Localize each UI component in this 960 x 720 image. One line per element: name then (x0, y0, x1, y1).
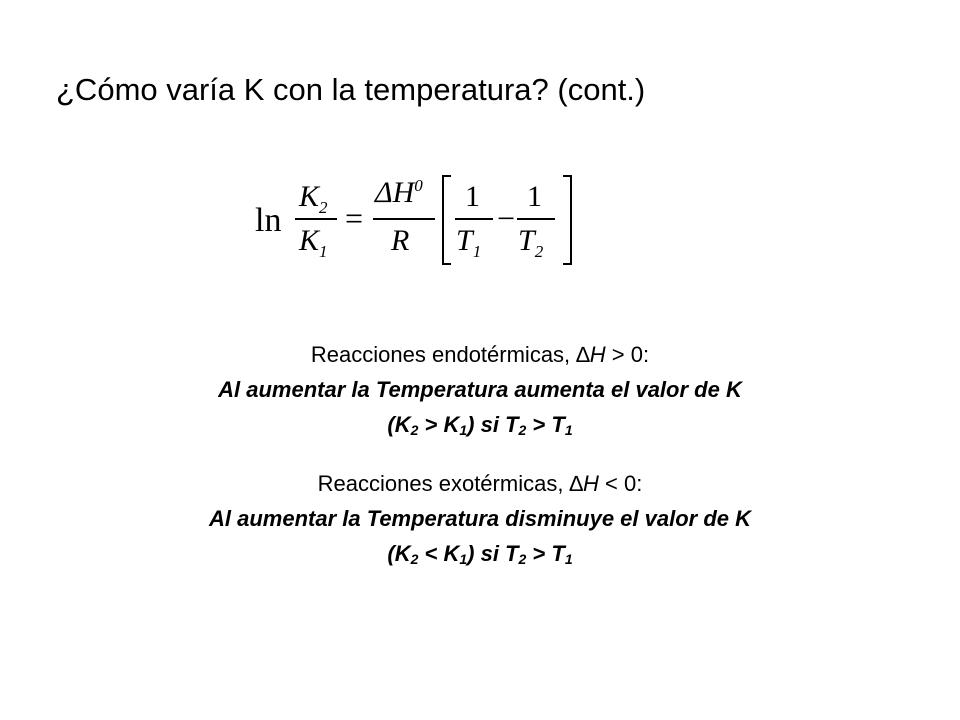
exothermic-block (0, 466, 960, 577)
fraction-bar-t1 (455, 218, 493, 220)
left-bracket (439, 174, 455, 266)
t2-denominator: $T_2$ (518, 224, 544, 261)
exothermic-rule: Al aumentar la Temperatura disminuye el valor de K (208, 506, 752, 531)
exothermic-heading: Reacciones exotérmicas, ∆H < 0: (317, 471, 643, 496)
fraction-bar-k (295, 218, 337, 220)
endothermic-heading: Reacciones endotérmicas, ∆H > 0: (310, 342, 650, 367)
k2-numerator: $K_2$ (299, 180, 328, 217)
minus-sign: − (497, 200, 516, 236)
r-denominator: R (391, 224, 410, 257)
endothermic-condition: $(K_2 > K_1)$ si $T_2 > T_1$ (387, 412, 573, 438)
equals-sign: = (345, 200, 364, 236)
exothermic-condition: $(K_2 < K_1)$ si $T_2 > T_1$ (387, 541, 573, 567)
vant-hoff-equation (255, 174, 585, 266)
slide-title: ¿Cómo varía K con la temperatura? (cont.) (56, 72, 646, 107)
t1-denominator: $T_1$ (456, 224, 482, 261)
fraction-bar-t2 (517, 218, 555, 220)
right-bracket (559, 174, 575, 266)
one-numerator-b: 1 (527, 180, 542, 213)
ln-symbol: ln (255, 202, 282, 239)
endothermic-block (0, 337, 960, 448)
delta-h-numerator: $\Delta H^0$ (375, 176, 423, 209)
endothermic-rule: Al aumentar la Temperatura aumenta el valor de K (218, 377, 742, 402)
fraction-bar-dh (373, 218, 435, 220)
one-numerator-a: 1 (465, 180, 480, 213)
k1-denominator: $K_1$ (299, 224, 328, 261)
